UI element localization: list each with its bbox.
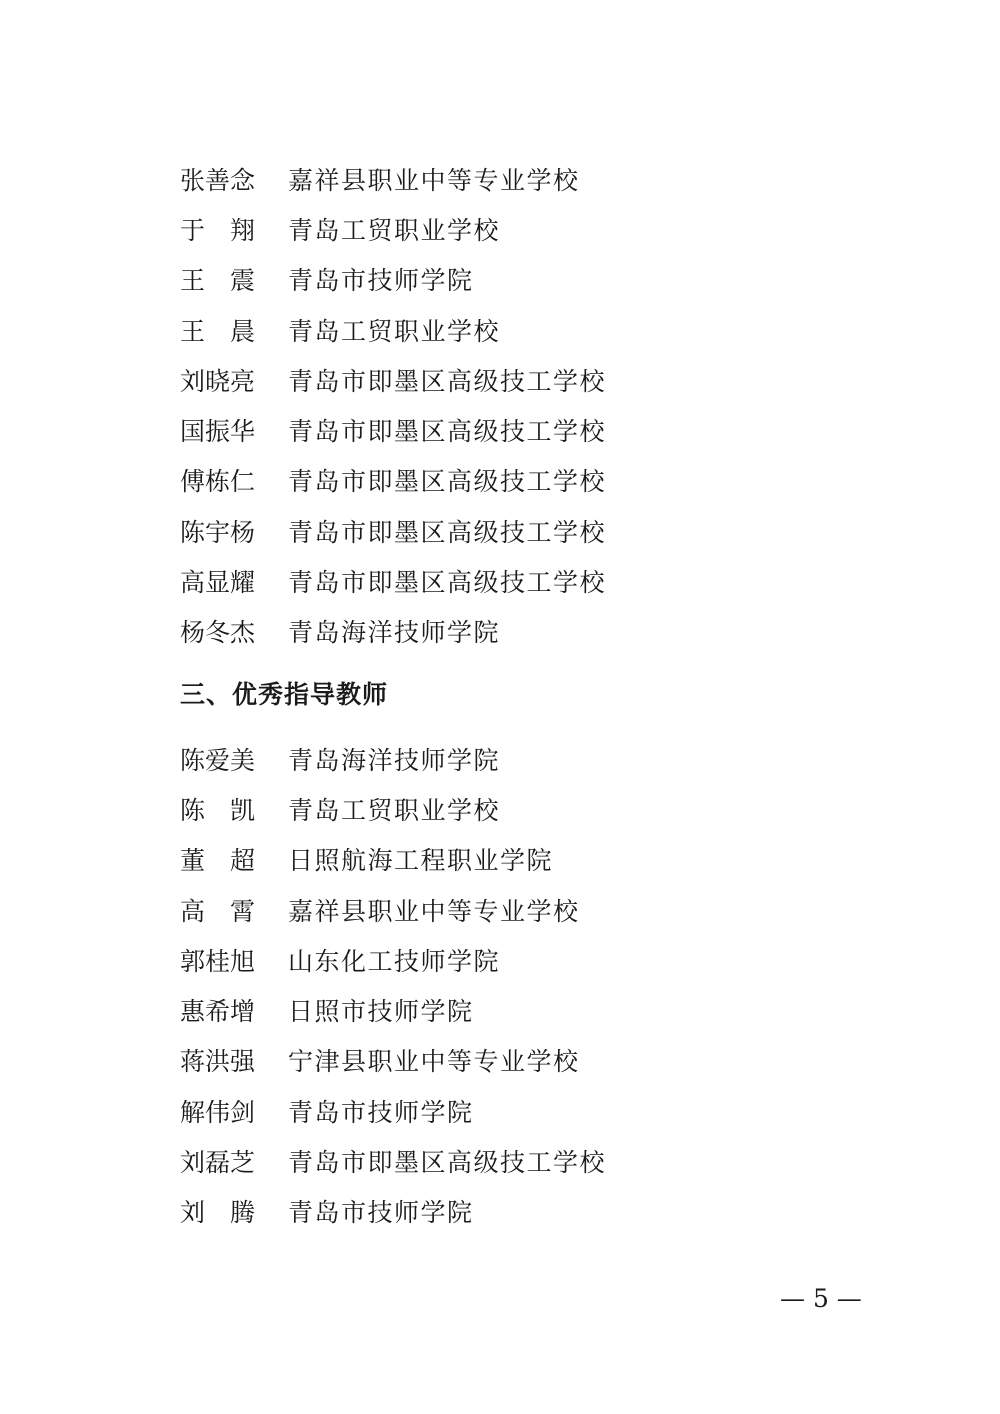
person-name: 董 超	[180, 846, 256, 876]
list-item	[180, 256, 900, 306]
organization-name: 青岛市即墨区高级技工学校	[288, 568, 607, 598]
person-name: 高 霄	[180, 896, 256, 926]
page-number: — 5 —	[780, 1284, 862, 1313]
organization-name: 日照航海工程职业学院	[288, 846, 554, 876]
list-item	[180, 205, 900, 255]
list-item	[180, 1087, 900, 1137]
section-heading: 三、优秀指导教师	[180, 680, 389, 709]
organization-name: 青岛工贸职业学校	[288, 795, 501, 825]
list-item	[180, 356, 900, 406]
person-name: 陈爱美	[180, 745, 256, 775]
person-name: 高显耀	[180, 568, 256, 598]
organization-name: 青岛市技师学院	[288, 1097, 474, 1127]
teacher-list	[180, 735, 900, 1238]
list-item	[180, 986, 900, 1036]
person-name: 郭桂旭	[180, 946, 256, 976]
person-name: 解伟剑	[180, 1097, 256, 1127]
awardee-list	[180, 155, 900, 658]
person-name: 蒋洪强	[180, 1047, 256, 1077]
organization-name: 青岛海洋技师学院	[288, 745, 501, 775]
list-item	[180, 155, 900, 205]
person-name: 于 翔	[180, 215, 256, 245]
list-item	[180, 1137, 900, 1187]
organization-name: 青岛市即墨区高级技工学校	[288, 366, 607, 396]
list-item	[180, 507, 900, 557]
person-name: 杨冬杰	[180, 618, 256, 648]
person-name: 王 晨	[180, 316, 256, 346]
organization-name: 青岛市技师学院	[288, 1198, 474, 1228]
organization-name: 青岛市即墨区高级技工学校	[288, 417, 607, 447]
person-name: 惠希增	[180, 997, 256, 1027]
person-name: 张善念	[180, 165, 256, 195]
list-item	[180, 936, 900, 986]
list-item	[180, 785, 900, 835]
list-item	[180, 457, 900, 507]
list-item	[180, 886, 900, 936]
organization-name: 日照市技师学院	[288, 997, 474, 1027]
list-item	[180, 1037, 900, 1087]
organization-name: 青岛工贸职业学校	[288, 215, 501, 245]
list-item	[180, 608, 900, 658]
list-item	[180, 557, 900, 607]
organization-name: 青岛海洋技师学院	[288, 618, 501, 648]
person-name: 刘晓亮	[180, 366, 256, 396]
organization-name: 青岛工贸职业学校	[288, 316, 501, 346]
list-item	[180, 306, 900, 356]
organization-name: 山东化工技师学院	[288, 946, 501, 976]
person-name: 陈宇杨	[180, 517, 256, 547]
organization-name: 嘉祥县职业中等专业学校	[288, 165, 580, 195]
person-name: 刘磊芝	[180, 1148, 256, 1178]
organization-name: 青岛市即墨区高级技工学校	[288, 467, 607, 497]
organization-name: 宁津县职业中等专业学校	[288, 1047, 580, 1077]
list-item	[180, 1188, 900, 1238]
list-item	[180, 735, 900, 785]
list-item	[180, 406, 900, 456]
person-name: 王 震	[180, 266, 256, 296]
list-item	[180, 836, 900, 886]
person-name: 陈 凯	[180, 795, 256, 825]
organization-name: 嘉祥县职业中等专业学校	[288, 896, 580, 926]
person-name: 国振华	[180, 417, 256, 447]
organization-name: 青岛市技师学院	[288, 266, 474, 296]
organization-name: 青岛市即墨区高级技工学校	[288, 517, 607, 547]
person-name: 傅栋仁	[180, 467, 256, 497]
organization-name: 青岛市即墨区高级技工学校	[288, 1148, 607, 1178]
person-name: 刘 腾	[180, 1198, 256, 1228]
